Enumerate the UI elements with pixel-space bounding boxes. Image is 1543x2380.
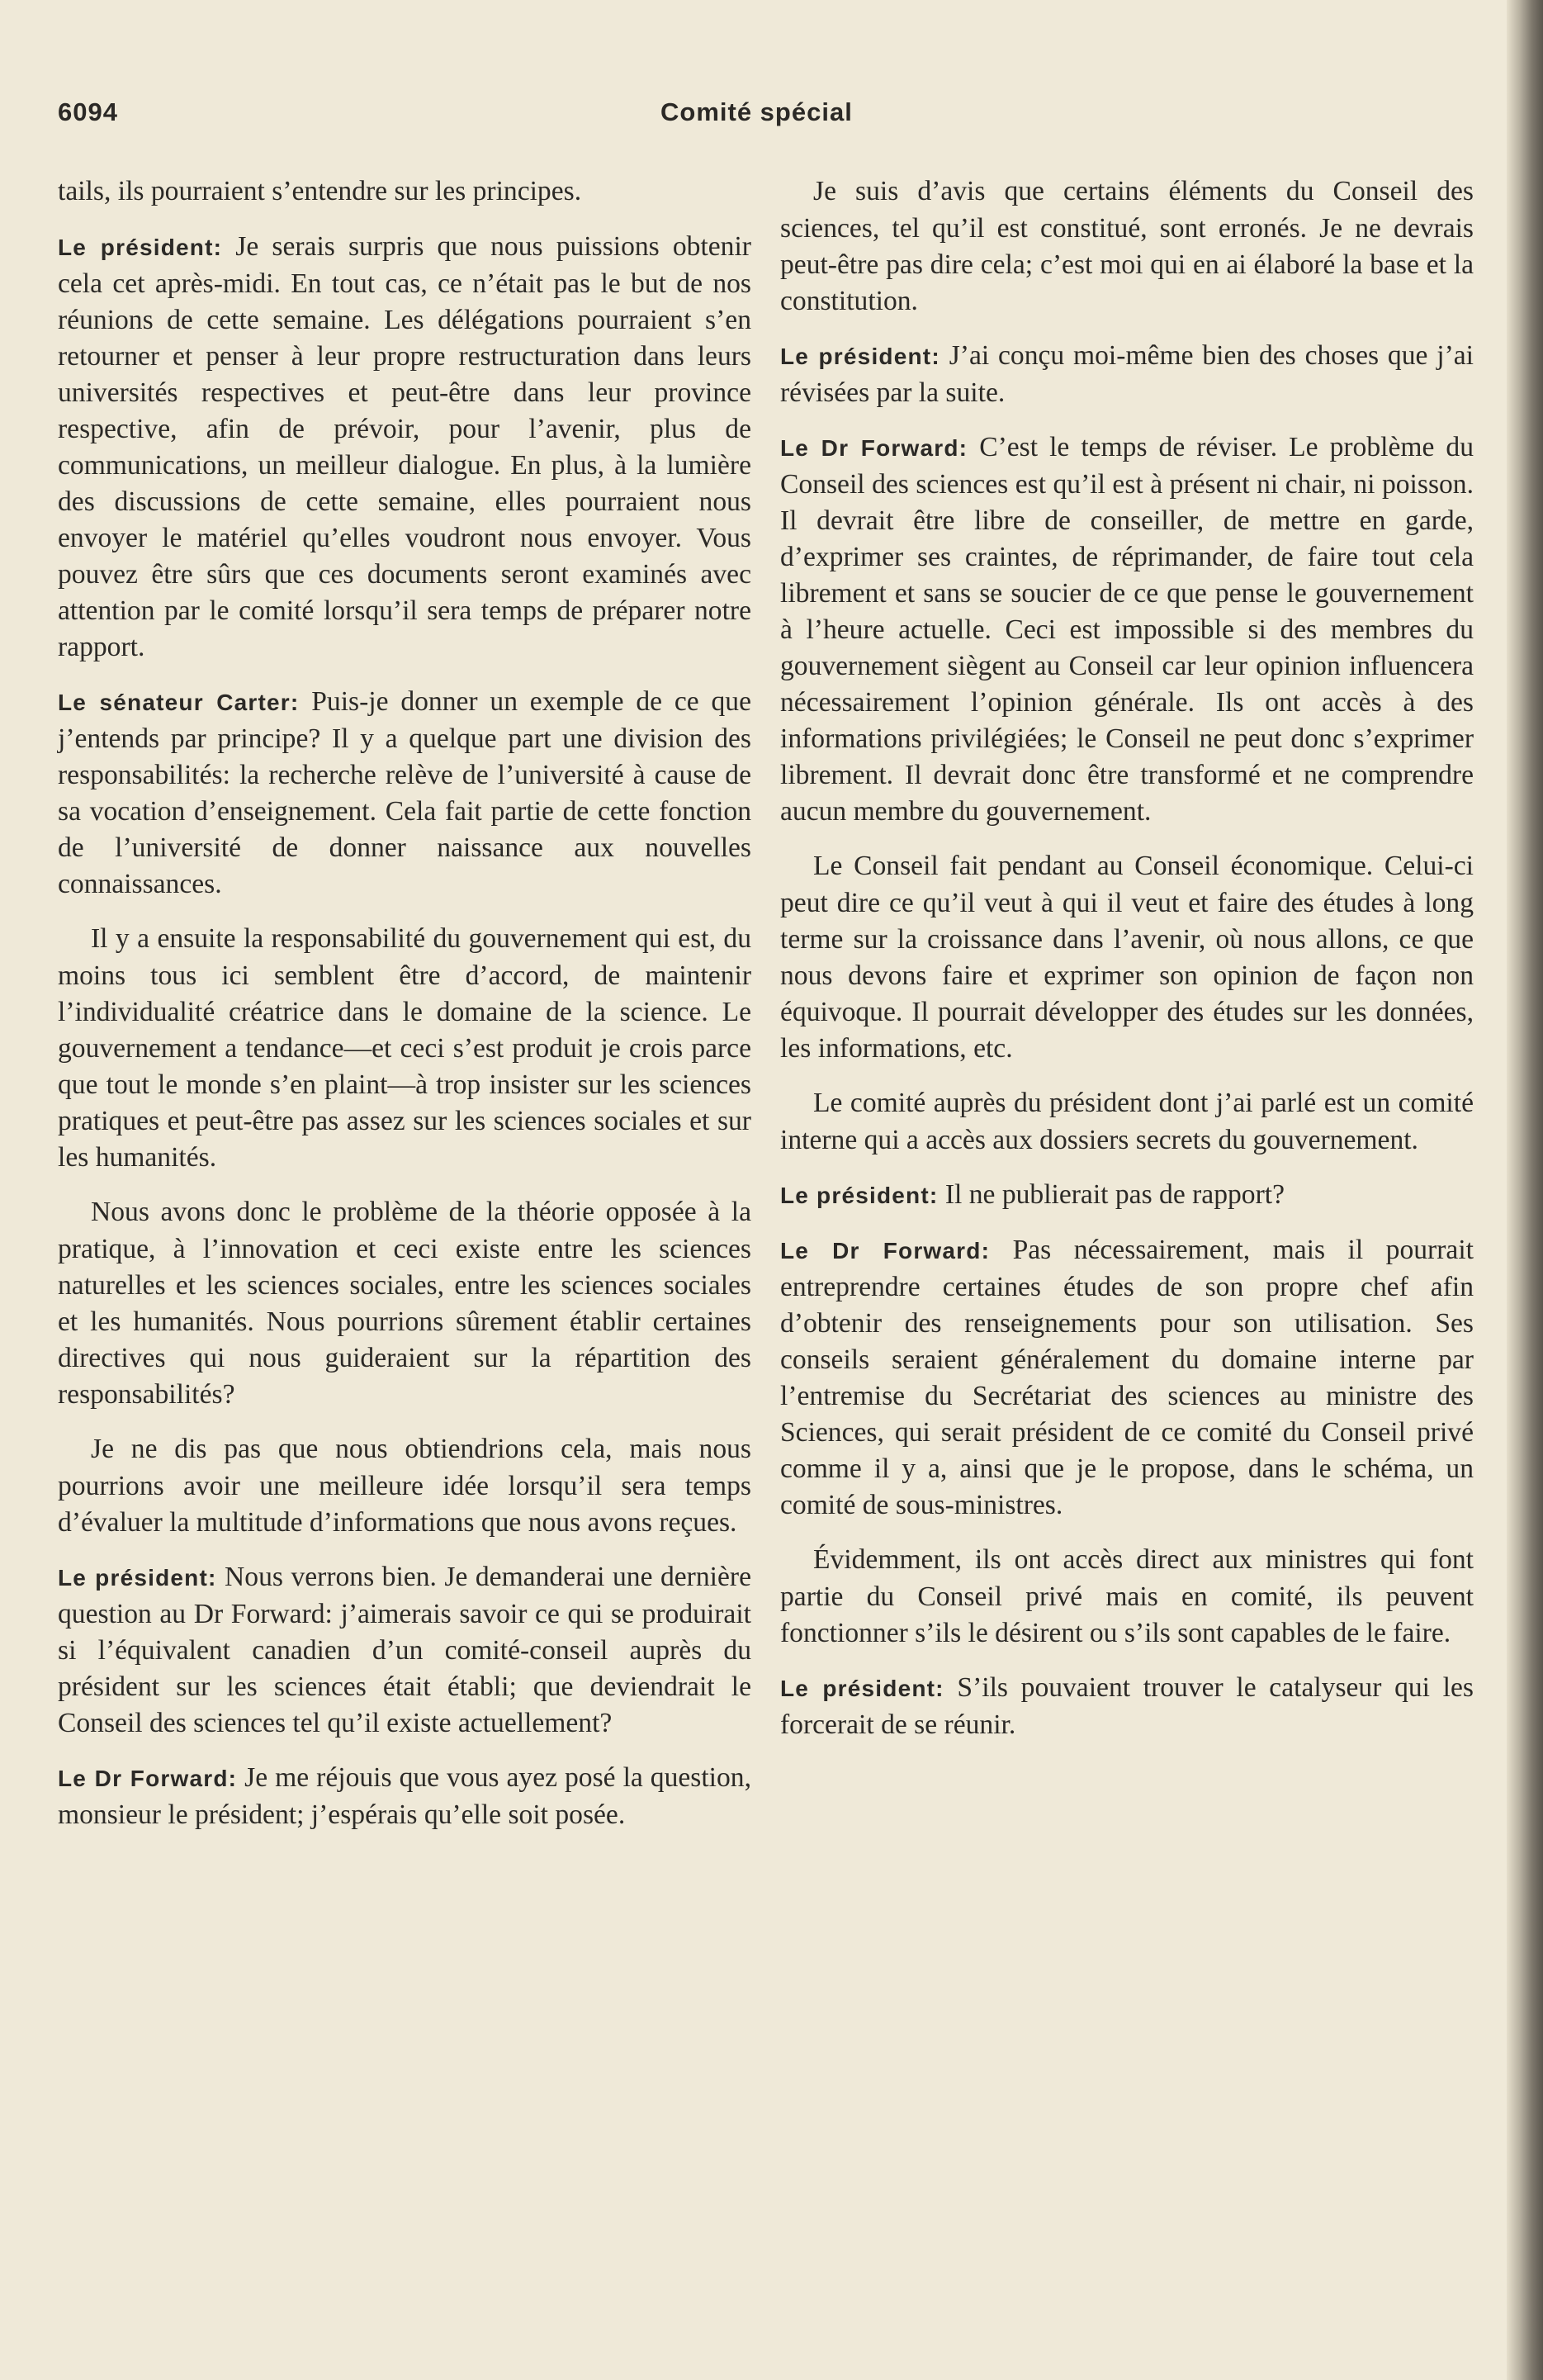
paragraph-text: Il y a ensuite la responsabilité du gouvernement qui est, du moins tous ici semblent être d’accord, de maintenir l’individualité créatrice dans le domaine de la science. Le gouvernement a tendance—et ceci s’est produit je crois parce que tout le monde s’en plaint—à trop insister sur les sciences pratiques et peut-être pas assez sur les sciences sociales et sur les humanités. xyxy=(58,923,751,1173)
paragraph-text: S’ils pouvaient trouver le catalyseur qui les forcerait de se réunir. xyxy=(780,1672,1474,1740)
paragraph-text: tails, ils pourraient s’entendre sur les principes. xyxy=(58,176,582,206)
paragraph xyxy=(58,684,751,903)
speaker-label: Le président: xyxy=(780,1676,944,1701)
paragraph xyxy=(780,1085,1474,1159)
running-title: Comité spécial xyxy=(660,97,853,126)
paragraph-text: Je serais surpris que nous puissions obtenir cela cet après-midi. En tout cas, ce n’était pas le but de nos réunions de cette semaine. Les délégations pourraient s’en retourner et penser à leur propre restructuration dans leurs universités respectives et peut-être dans leur province respective, afin de prévoir, pour l’avenir, plus de communications, un meilleur dialogue. En plus, à la lumière des discussions de cette semaine, elles pourraient nous envoyer le matériel qu’elles voudront nous envoyer. Vous pouvez être sûrs que ces documents seront examinés avec attention par le comité lorsqu’il sera temps de préparer notre rapport. xyxy=(58,231,751,662)
paragraph xyxy=(780,1177,1474,1214)
paragraph xyxy=(780,429,1474,830)
paragraph xyxy=(58,173,751,211)
speaker-label: Le président: xyxy=(58,235,223,260)
paragraph-text: J’ai conçu moi-même bien des choses que j’ai révisées par la suite. xyxy=(780,340,1474,408)
paragraph xyxy=(58,921,751,1176)
left-column xyxy=(58,173,751,1851)
paragraph xyxy=(780,1670,1474,1743)
paragraph-text: Je suis d’avis que certains éléments du Conseil des sciences, tel qu’il est constitué, sont erronés. Je ne devrais peut-être pas dire cela; c’est moi qui en ai élaboré la base et la constitution. xyxy=(780,176,1474,316)
paragraph xyxy=(780,848,1474,1067)
page-number: 6094 xyxy=(58,97,118,126)
paragraph xyxy=(58,229,751,666)
paragraph-text: Je ne dis pas que nous obtiendrions cela, mais nous pourrions avoir une meilleure idée lorsqu’il sera temps d’évaluer la multitude d’informations que nous avons reçues. xyxy=(58,1434,751,1538)
paragraph xyxy=(58,1431,751,1541)
book-spine-shadow xyxy=(1507,0,1543,2380)
paragraph-text: Je me réjouis que vous ayez posé la question, monsieur le président; j’espérais qu’elle soit posée. xyxy=(58,1762,751,1830)
speaker-label: Le Dr Forward: xyxy=(780,435,968,461)
right-column xyxy=(780,173,1474,1761)
paragraph-text: C’est le temps de réviser. Le problème du Conseil des sciences est qu’il est à présent ni chair, ni poisson. Il devrait être libre de conseiller, de mettre en garde, d’exprimer ses craintes, de réprimander, de faire tout cela librement et sans se soucier de ce que pense le gouvernement à l’heure actuelle. Ceci est impossible si des membres du gouvernement siègent au Conseil car leur opinion influencera nécessairement l’opinion générale. Ils ont accès à des informations privilégiées; le Conseil ne peut donc s’exprimer librement. Il devrait donc être transformé et ne comprendre aucun membre du gouvernement. xyxy=(780,432,1474,827)
paragraph-text: Il ne publierait pas de rapport? xyxy=(944,1179,1285,1210)
speaker-label: Le président: xyxy=(780,344,940,369)
paragraph xyxy=(780,1542,1474,1652)
paragraph xyxy=(58,1194,751,1413)
paragraph-text: Le Conseil fait pendant au Conseil économique. Celui-ci peut dire ce qu’il veut à qui il veut et faire des études à long terme sur la croissance dans l’avenir, où nous allons, ce que nous devons faire et exprimer son opinion de façon non équivoque. Il pourrait développer des études sur les données, les informations, etc. xyxy=(780,851,1474,1064)
paragraph xyxy=(780,338,1474,411)
paragraph-text: Évidemment, ils ont accès direct aux ministres qui font partie du Conseil privé mais en comité, ils peuvent fonctionner s’ils le désirent ou s’ils sont capables de le faire. xyxy=(780,1544,1474,1648)
paragraph-text: Nous avons donc le problème de la théorie opposée à la pratique, à l’innovation et ceci existe entre les sciences naturelles et les sciences sociales, entre les sciences sociales et les humanités. Nous pourrions sûrement établir certaines directives qui nous guideraient sur la répartition des responsabilités? xyxy=(58,1197,751,1410)
speaker-label: Le Dr Forward: xyxy=(780,1238,991,1263)
speaker-label: Le Dr Forward: xyxy=(58,1766,238,1791)
paragraph xyxy=(58,1760,751,1833)
paragraph xyxy=(780,1232,1474,1524)
paragraph-text: Le comité auprès du président dont j’ai parlé est un comité interne qui a accès aux dossiers secrets du gouvernement. xyxy=(780,1088,1474,1155)
paragraph xyxy=(58,1559,751,1742)
paragraph-text: Pas nécessairement, mais il pourrait entreprendre certaines études de son propre chef afin d’obtenir des renseignements pour son utilisation. Ses conseils seraient généralement du domaine interne par l’entremise du Secrétariat des sciences au ministre des Sciences, qui serait président de ce comité du Conseil privé comme il y a, ainsi que je le propose, dans le schéma, un comité de sous-ministres. xyxy=(780,1235,1474,1520)
paragraph xyxy=(780,173,1474,320)
paragraph-text: Nous verrons bien. Je demanderai une dernière question au Dr Forward: j’aimerais savoir ce qui se produirait si l’équivalent canadien d’un comité-conseil auprès du président sur les sciences était établi; que deviendrait le Conseil des sciences tel qu’il existe actuellement? xyxy=(58,1562,751,1738)
speaker-label: Le sénateur Carter: xyxy=(58,690,300,715)
speaker-label: Le président: xyxy=(58,1565,217,1591)
paragraph-text: Puis-je donner un exemple de ce que j’entends par principe? Il y a quelque part une division des responsabilités: la recherche relève de l’université à cause de sa vocation d’enseignement. Cela fait partie de cette fonction de l’université de donner naissance aux nouvelles connaissances. xyxy=(58,686,751,899)
speaker-label: Le président: xyxy=(780,1183,939,1208)
